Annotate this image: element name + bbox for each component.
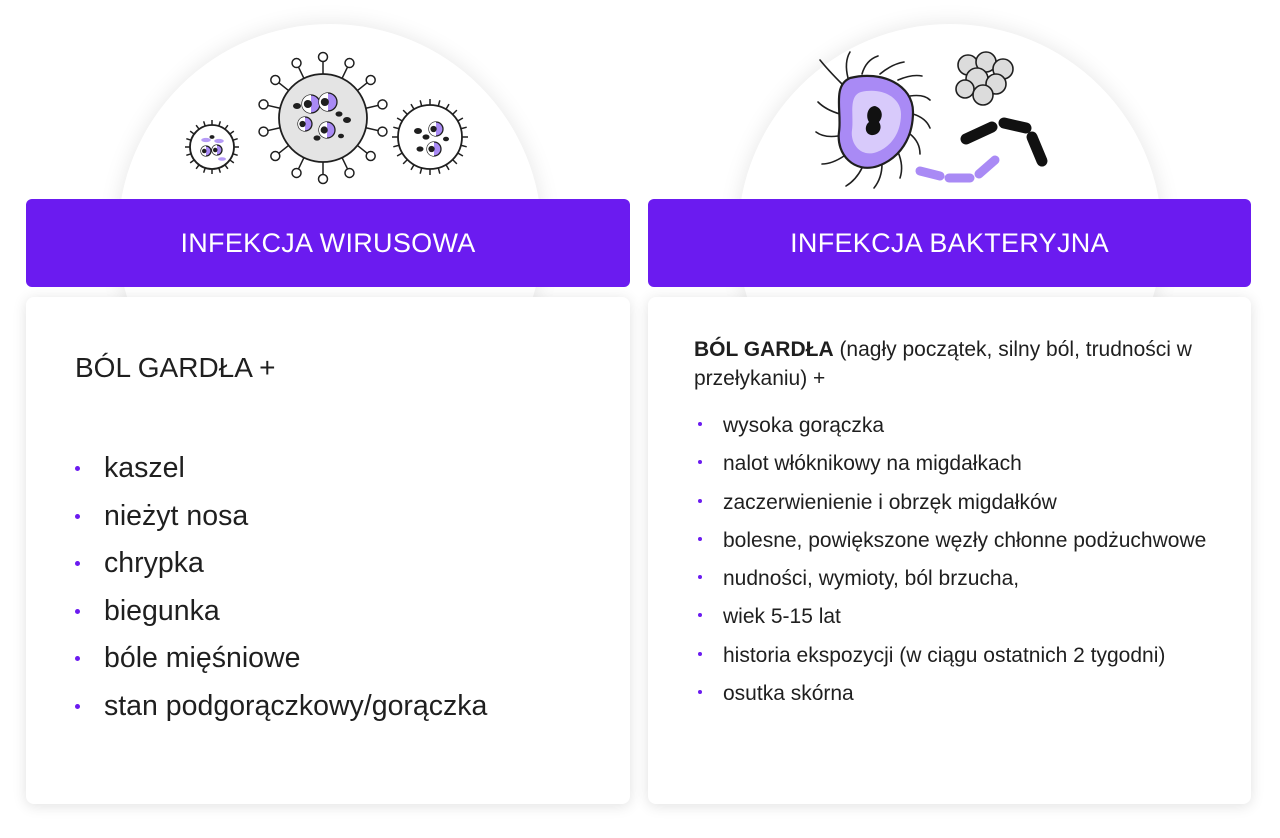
list-item [694, 602, 1214, 631]
bacterial-infection-title: INFEKCJA BAKTERYJNA [790, 227, 1109, 258]
list-item [694, 488, 1214, 517]
streptobacillus-chain-icon [966, 123, 1042, 161]
bullet-icon [698, 690, 702, 694]
staphylococcus-cluster-icon [956, 52, 1013, 105]
viral-lead-text: BÓL GARDŁA + [75, 352, 276, 383]
bullet-icon [698, 499, 702, 503]
bacterial-infection-header [648, 199, 1251, 287]
bacillus-bacterium-icon [816, 52, 930, 188]
bullet-icon [698, 575, 702, 579]
bacterial-lead-text [694, 335, 1214, 393]
medium-virus-icon [392, 99, 468, 175]
viral-symptom-text: chrypka [104, 547, 204, 579]
list-item [694, 526, 1214, 555]
bullet-icon [75, 704, 80, 709]
list-item [75, 588, 487, 636]
viral-symptom-text: bóle mięśniowe [104, 642, 301, 674]
viral-symptom-list [75, 445, 487, 730]
bacterial-lead-bold: BÓL GARDŁA [694, 338, 834, 361]
bullet-icon [698, 422, 702, 426]
viral-symptom-text: stan podgorączkowy/gorączka [104, 689, 488, 722]
bacterial-illustration [770, 40, 1130, 200]
bullet-icon [75, 561, 80, 566]
list-item [75, 683, 487, 731]
viral-symptom-text: nieżyt nosa [104, 499, 249, 532]
viral-infection-header [26, 199, 630, 287]
large-virus-icon [259, 53, 387, 184]
viral-infection-title: INFEKCJA WIRUSOWA [180, 227, 476, 258]
purple-bacillus-chain-icon [920, 160, 995, 178]
bacterial-symptom-text: nalot włóknikowy na migdałkach [723, 452, 1022, 476]
bullet-icon [75, 514, 80, 519]
viral-illustration [150, 40, 510, 200]
bullet-icon [75, 466, 80, 471]
viral-symptom-text: biegunka [104, 594, 220, 627]
list-item [694, 411, 1214, 440]
bacterial-symptom-text: historia ekspozycji (w ciągu ostatnich 2 tygodni) [723, 643, 1166, 667]
list-item [75, 445, 487, 493]
bullet-icon [698, 652, 702, 656]
bacterial-symptom-list [694, 411, 1214, 717]
bacterial-lead-rest: (nagły początek, silny ból, trudności w przełykaniu) + [694, 338, 1192, 390]
list-item [694, 641, 1214, 670]
bullet-icon [698, 460, 702, 464]
list-item [694, 449, 1214, 478]
list-item [75, 493, 487, 541]
list-item [694, 564, 1214, 593]
list-item [75, 635, 487, 683]
bullet-icon [75, 609, 80, 614]
bacterial-symptoms-card [648, 297, 1251, 804]
small-virus-icon [185, 120, 239, 174]
bacterial-symptom-text: wysoka gorączka [723, 414, 885, 437]
bacterial-symptom-text: osutka skórna [723, 682, 854, 706]
bacterial-symptom-text: nudności, wymioty, ból brzucha, [723, 567, 1020, 591]
list-item [75, 540, 487, 588]
bacterial-symptom-text: zaczerwienienie i obrzęk migdałków [723, 490, 1057, 514]
bullet-icon [75, 656, 80, 661]
viral-symptoms-card [26, 297, 630, 804]
bacterial-symptom-text: bolesne, powiększone węzły chłonne podżuchwowe [723, 528, 1207, 552]
bullet-icon [698, 537, 702, 541]
viral-symptom-text: kaszel [104, 452, 185, 484]
bullet-icon [698, 613, 702, 617]
list-item [694, 679, 1214, 708]
bacterial-symptom-text: wiek 5-15 lat [723, 605, 841, 629]
